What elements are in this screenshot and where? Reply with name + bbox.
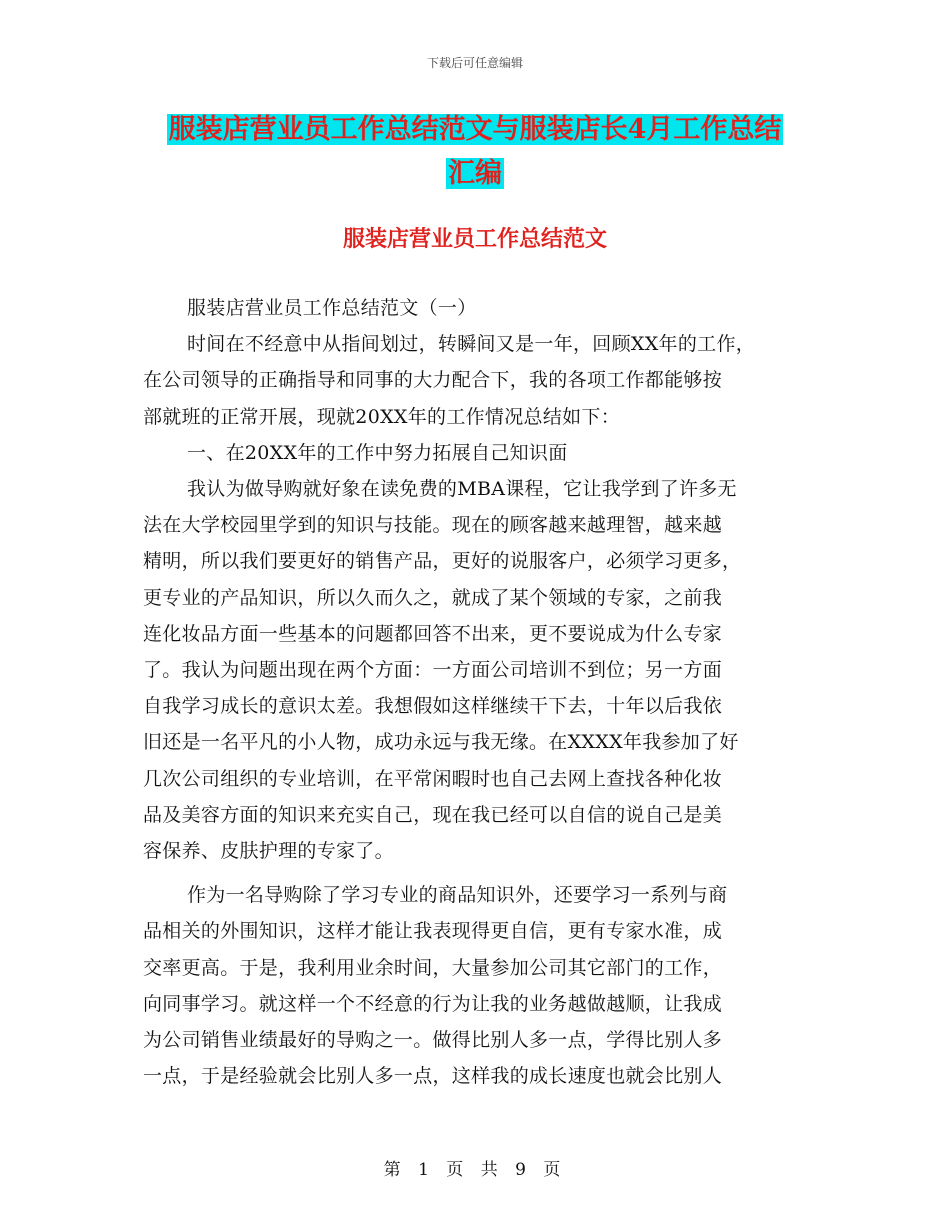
title-line-2: 汇编	[448, 158, 502, 189]
paragraph-line: 自我学习成长的意识太差。我想假如这样继续干下去，十年以后我依	[143, 695, 723, 718]
section-title: 服装店营业员工作总结范文	[342, 226, 607, 252]
paragraph-line: 为公司销售业绩最好的导购之一。做得比别人多一点，学得比别人多	[143, 1029, 723, 1052]
paragraph-line: 作为一名导购除了学习专业的商品知识外，还要学习一系列与商	[187, 884, 728, 907]
paragraph-line: 容保养、皮肤护理的专家了。	[143, 840, 394, 863]
paragraph-line: 一、在20XX年的工作中努力拓展自己知识面	[187, 441, 568, 464]
document-body	[143, 290, 813, 1094]
title-line-1: 服装店营业员工作总结范文与服装店长4月工作总结	[168, 114, 782, 145]
paragraph-line: 精明，所以我们要更好的销售产品，更好的说服客户，必须学习更多，	[143, 550, 742, 573]
paragraph-line: 旧还是一名平凡的小人物，成功永远与我无缘。在XXXX年我参加了好	[143, 731, 739, 754]
paragraph-line: 时间在不经意中从指间划过，转瞬间又是一年，回顾XX年的工作，	[187, 333, 756, 356]
paragraph-line: 品及美容方面的知识来充实自己，现在我已经可以自信的说自己是美	[143, 803, 723, 826]
paragraph-line: 在公司领导的正确指导和同事的大力配合下，我的各项工作都能够按	[143, 369, 723, 392]
paragraph-line: 交率更高。于是，我利用业余时间，大量参加公司其它部门的工作，	[143, 956, 723, 979]
paragraph-line: 了。我认为问题出现在两个方面：一方面公司培训不到位；另一方面	[143, 659, 723, 682]
paragraph-line: 服装店营业员工作总结范文（一）	[187, 297, 477, 319]
paragraph-line: 品相关的外围知识，这样才能让我表现得更自信，更有专家水准，成	[143, 920, 723, 943]
paragraph-line: 法在大学校园里学到的知识与技能。现在的顾客越来越理智，越来越	[143, 514, 723, 537]
paragraph-line: 连化妆品方面一些基本的问题都回答不出来，更不要说成为什么专家	[143, 622, 723, 645]
paragraph-line: 部就班的正常开展，现就20XX年的工作情况总结如下：	[143, 405, 621, 428]
paragraph-line: 一点，于是经验就会比别人多一点，这样我的成长速度也就会比别人	[143, 1065, 723, 1088]
paragraph-line: 几次公司组织的专业培训，在平常闲暇时也自己去网上查找各种化妆	[143, 767, 723, 790]
page-header: 下载后可任意编辑	[426, 56, 523, 70]
document-title	[0, 108, 950, 196]
paragraph-line: 向同事学习。就这样一个不经意的行为让我的业务越做越顺，让我成	[143, 992, 723, 1015]
page-footer: 第 1 页 共 9 页	[383, 1160, 567, 1180]
paragraph-line: 更专业的产品知识，所以久而久之，就成了某个领域的专家，之前我	[143, 586, 723, 609]
paragraph-line: 我认为做导购就好象在读免费的MBA课程，它让我学到了许多无	[187, 478, 737, 501]
